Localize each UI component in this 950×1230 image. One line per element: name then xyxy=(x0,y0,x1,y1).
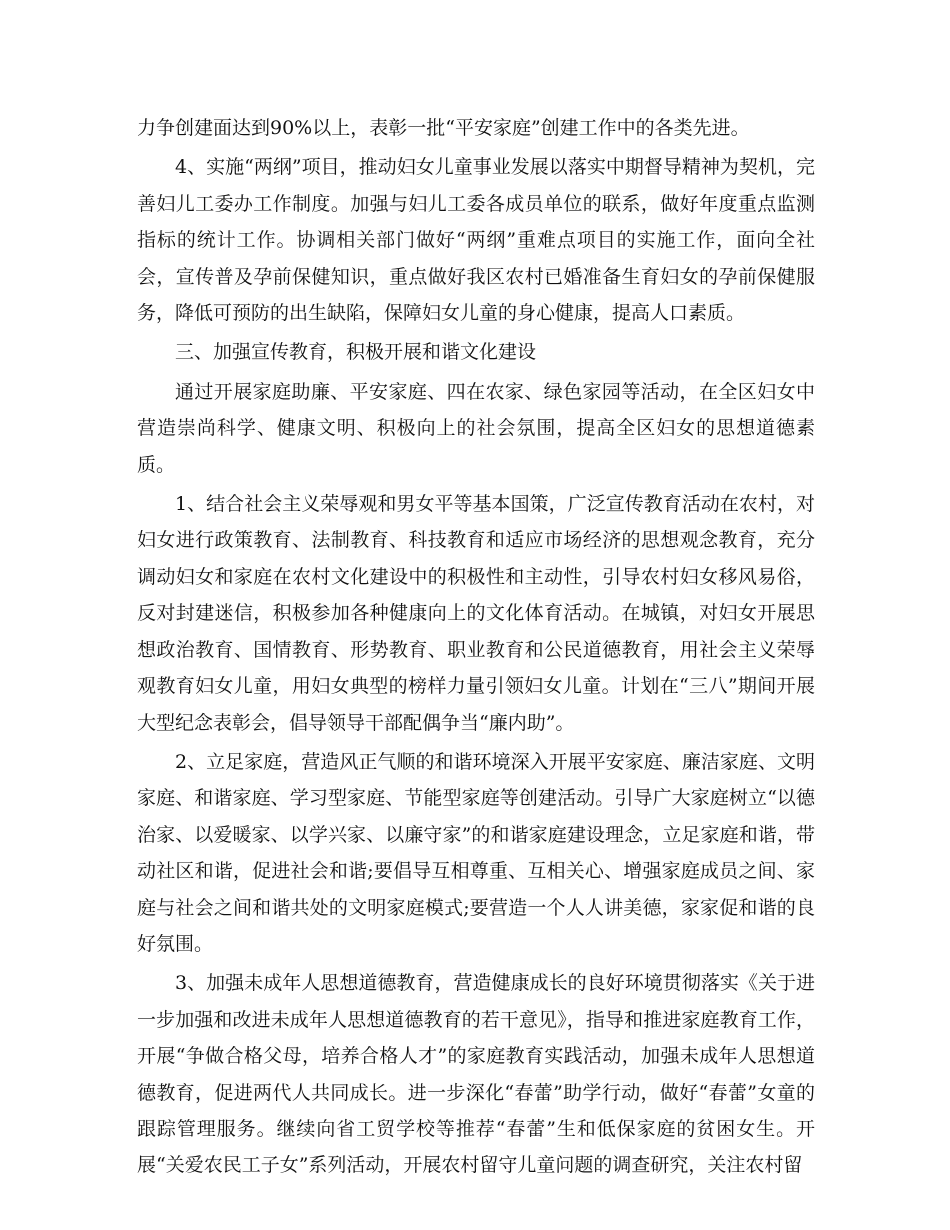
paragraph-5: 2、立足家庭，营造风正气顺的和谐环境深入开展平安家庭、廉洁家庭、文明家庭、和谐家庭、学习型家庭、节能型家庭等创建活动。引导广大家庭树立“以德治家、以爱暖家、以学兴家、以廉守家”的和谐家庭建设理念，立足家庭和谐，带动社区和谐，促进社会和谐;要倡导互相尊重、互相关心、增强家庭成员之间、家庭与社会之间和谐共处的文明家庭模式;要营造一个人人讲美德，家家促和谐的良好氛围。 xyxy=(137,750,815,955)
paragraph-1: 力争创建面达到90%以上，表彰一批“平安家庭”创建工作中的各类先进。 xyxy=(137,117,750,139)
section-heading: 三、加强宣传教育，积极开展和谐文化建设 xyxy=(175,341,537,364)
paragraph-6: 3、加强未成年人思想道德教育，营造健康成长的良好环境贯彻落实《关于进一步加强和改进未成年人思想道德教育的若干意见》，指导和推进家庭教育工作，开展“争做合格父母，培养合格人才”的家庭教育实践活动，加强未成年人思想道德教育，促进两代人共同成长。进一步深化“春蕾”助学行动，做好“春蕾”女童的跟踪管理服务。继续向省工贸学校等推荐“春蕾”生和低保家庭的贫困女生。开展“关爱农民工子女”系列活动，开展农村留守儿童问题的调查研究，关注农村留 xyxy=(137,972,815,1177)
paragraph-4: 1、结合社会主义荣辱观和男女平等基本国策，广泛宣传教育活动在农村，对妇女进行政策教育、法制教育、科技教育和适应市场经济的思想观念教育，充分调动妇女和家庭在农村文化建设中的积极性和主动性，引导农村妇女移风易俗，反对封建迷信，积极参加各种健康向上的文化体育活动。在城镇，对妇女开展思想政治教育、国情教育、形势教育、职业教育和公民道德教育，用社会主义荣辱观教育妇女儿童，用妇女典型的榜样力量引领妇女儿童。计划在“三八”期间开展大型纪念表彰会，倡导领导干部配偶争当“廉内助”。 xyxy=(137,493,815,734)
paragraph-3: 通过开展家庭助廉、平安家庭、四在农家、绿色家园等活动，在全区妇女中营造崇尚科学、健康文明、积极向上的社会氛围，提高全区妇女的思想道德素质。 xyxy=(137,380,815,476)
paragraph-2: 4、实施“两纲”项目，推动妇女儿童事业发展以落实中期督导精神为契机，完善妇儿工委办工作制度。加强与妇儿工委各成员单位的联系，做好年度重点监测指标的统计工作。协调相关部门做好“两纲”重难点项目的实施工作，面向全社会，宣传普及孕前保健知识，重点做好我区农村已婚准备生育妇女的孕前保健服务，降低可预防的出生缺陷，保障妇女儿童的身心健康，提高人口素质。 xyxy=(137,156,815,325)
document-body xyxy=(137,110,815,1184)
